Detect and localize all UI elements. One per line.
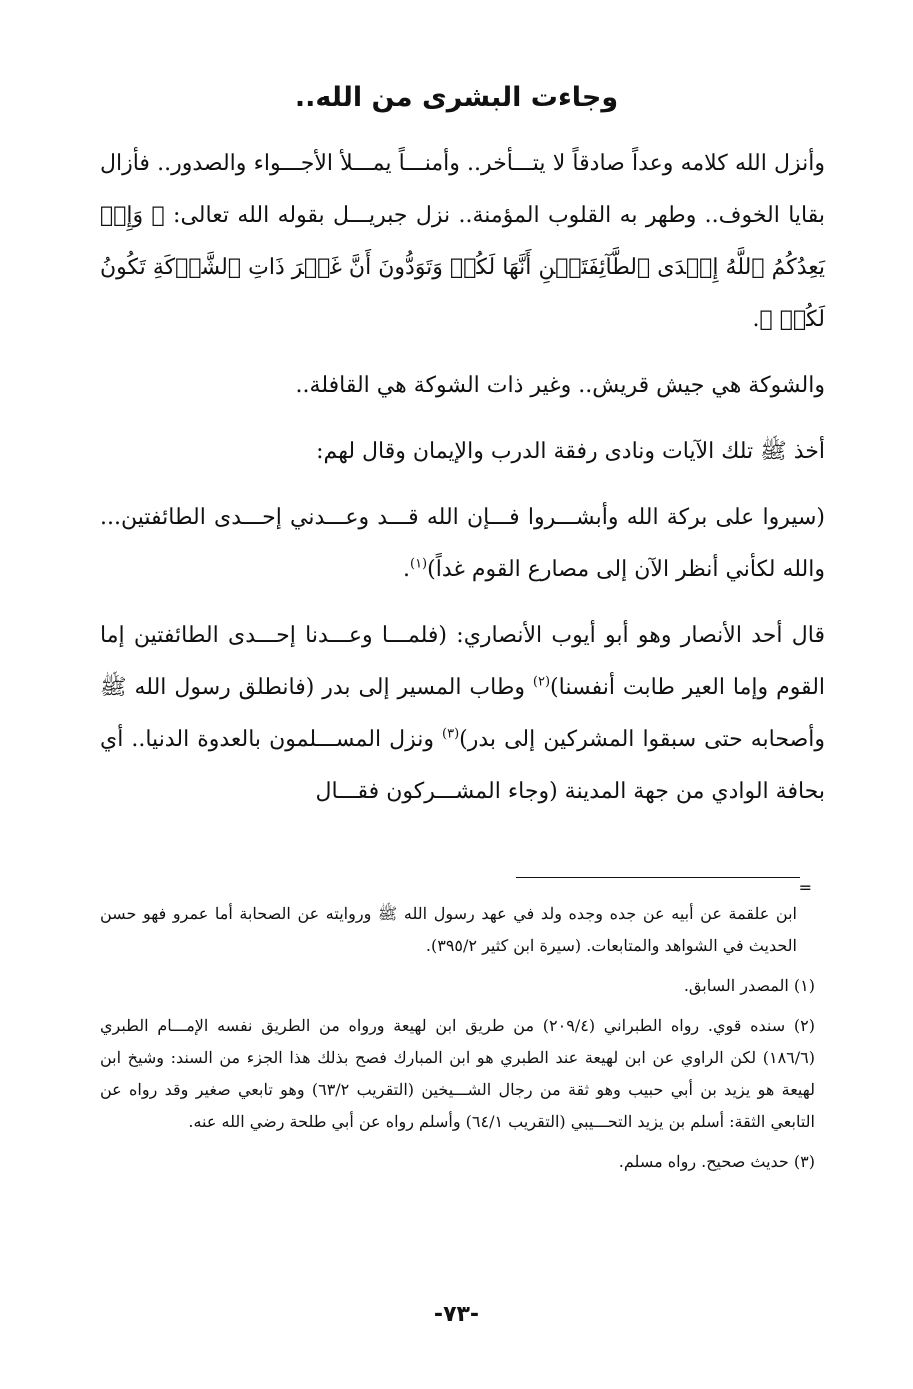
paragraph-4-end: . [402, 557, 410, 582]
footnote-2: (٢) سنده قوي. رواه الطبراني (٢٠٩/٤) من طريق ابن لهيعة ورواه من الطريق نفسه الإمـــام الطبري (١٨٦/٦) لكن الراوي عن ابن لهيعة عند الطبري هو ابن المبارك فصح بذلك هذا الجزء من السند: وشيخ ابن لهيعة هو يزيد بن أبي حبيب وهو ثقة من رجال الشـــيخين (التقريب ٦٣/٢) وهو تابعي صغير وقد رواه عن التابعي الثقة: أسلم بن يزيد التحـــيبي (التقريب ٦٤/١) وأسلم رواه عن أبي طلحة رضي الله عنه. [100, 1016, 815, 1131]
footnote-ref-1: (١) [409, 556, 428, 572]
footnote-continuation-marker: = [798, 878, 812, 897]
paragraph-1-end: . [752, 307, 760, 332]
paragraph-5 [100, 610, 825, 818]
quran-verse: ﴿ وَإِذۡ يَعِدُكُمُ ٱللَّهُ إِحۡدَى ٱلطَّآئِفَتَيۡنِ أَنَّهَا لَكُمۡ وَتَوَدُّونَ أَنَّ غَيۡرَ ذَاتِ ٱلشَّوۡكَةِ تَكُونُ لَكُمۡ ﴾ [100, 203, 825, 332]
paragraph-1-text: وأنزل الله كلامه وعداً صادقاً لا يتـــأخر.. وأمنـــاً يمـــلأ الأجـــواء والصدور.. فأزال بقايا الخوف.. وطهر به القلوب المؤمنة.. نزل جبريـــل بقوله الله تعالى: [100, 151, 825, 228]
paragraph-3: أخذ ﷺ تلك الآيات ونادى رفقة الدرب والإيمان وقال لهم: [316, 439, 825, 464]
section-heading: وجاءت البشرى من الله.. [294, 82, 619, 113]
footnote-continuation: ابن علقمة عن أبيه عن جده وجده ولد في عهد رسول الله ﷺ وروايته عن الصحابة أما عمرو فهو حسن الحديث في الشواهد والمتابعات. (سيرة ابن كثير ٣٩٥/٢). [100, 904, 797, 955]
paragraph-1 [100, 138, 825, 346]
footnote-1: (١) المصدر السابق. [683, 976, 815, 995]
main-text [100, 138, 825, 818]
page-number: -٧٣- [433, 1302, 480, 1327]
footnote-ref-2: (٢) [532, 674, 551, 690]
paragraph-5-part-b: وطاب المسير إلى بدر (فانطلق رسول الله ﷺ وأصحابه حتى سبقوا المشركين إلى بدر) [100, 675, 825, 752]
paragraph-4 [100, 492, 825, 596]
footnotes [100, 898, 815, 1178]
paragraph-4-text: (سيروا على بركة الله وأبشـــروا فـــإن الله قـــد وعـــدني إحـــدى الطائفتين... والله لكأني أنظر الآن إلى مصارع القوم غداً) [100, 505, 825, 582]
footnote-ref-3: (٣) [442, 726, 460, 742]
paragraph-2: والشوكة هي جيش قريش.. وغير ذات الشوكة هي القافلة.. [295, 373, 825, 398]
footnote-3: (٣) حديث صحيح. رواه مسلم. [618, 1152, 815, 1171]
paragraph-5-part-c: ونزل المســـلمون بالعدوة الدنيا.. أي بحافة الوادي من جهة المدينة (وجاء المشـــركون فقـــال [100, 727, 825, 804]
footnote-divider [516, 877, 800, 878]
paragraph-5-part-a: قال أحد الأنصار وهو أبو أيوب الأنصاري: (فلمـــا وعـــدنا إحـــدى الطائفتين إما القوم وإما العير طابت أنفسنا) [100, 623, 826, 700]
